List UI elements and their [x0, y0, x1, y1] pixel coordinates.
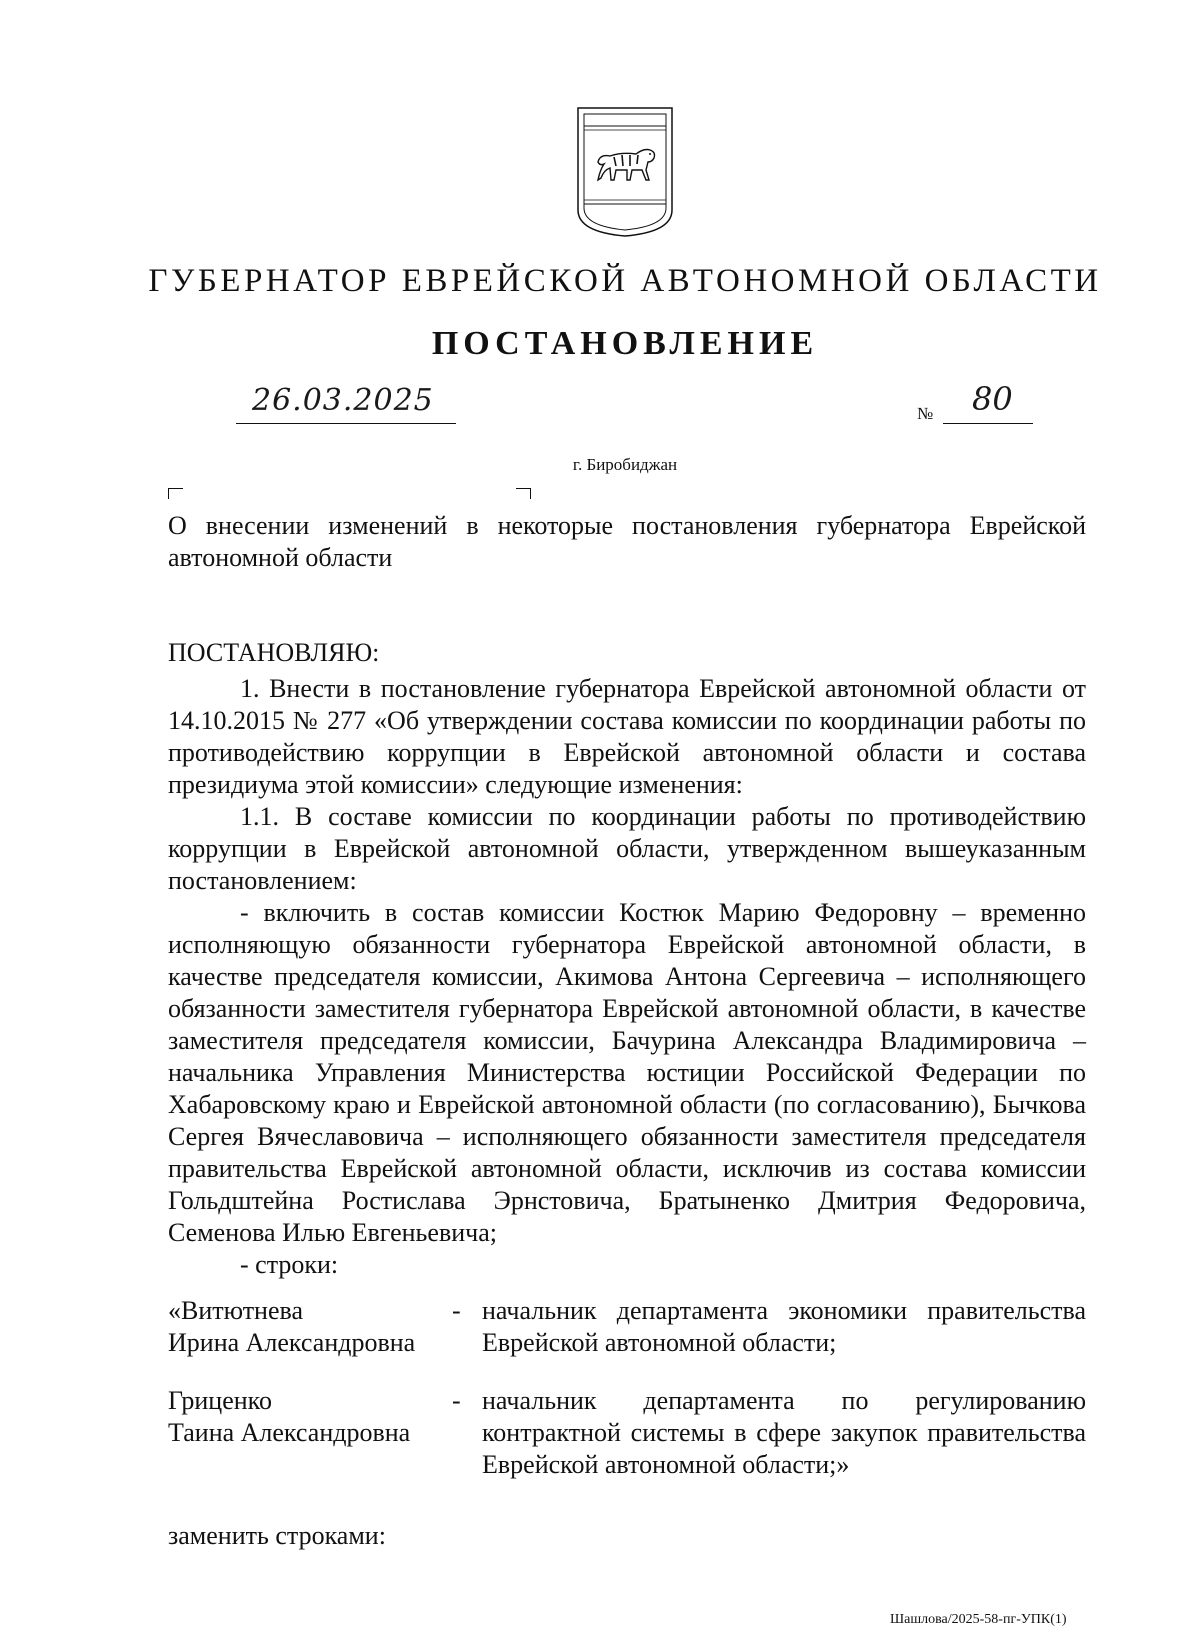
issuer-title: ГУБЕРНАТОР ЕВРЕЙСКОЙ АВТОНОМНОЙ ОБЛАСТИ	[148, 263, 1102, 299]
row-1-surname: «Витютнева	[168, 1296, 303, 1325]
row-1-given-names: Ирина Александровна	[168, 1328, 416, 1357]
handwritten-number: 80	[972, 380, 1013, 418]
coat-of-arms-emblem	[570, 100, 680, 240]
row-2-dash: -	[452, 1386, 461, 1415]
document-subject: О внесении изменений в некоторые постановления губернатора Еврейской автономной области	[168, 511, 1086, 572]
tiger-icon	[570, 100, 680, 240]
row-2-surname: Гриценко	[168, 1386, 272, 1415]
row-2-name	[168, 1385, 410, 1449]
paragraph-1: 1. Внести в постановление губернатора Еврейской автономной области от 14.10.2015 № 277 «Об утверждении состава комиссии по координации работы по противодействию коррупции в Еврейской автономной области и состава президиума этой комиссии» следующие изменения:	[168, 674, 1086, 799]
footer-registration-code: Шашлова/2025-58-пг-УПК(1)	[890, 1612, 1067, 1627]
document-type-heading: ПОСТАНОВЛЕНИЕ	[431, 325, 819, 362]
city-name: г. Биробиджан	[572, 455, 678, 474]
replace-label: заменить строками:	[168, 1521, 386, 1550]
subject-bracket-right	[516, 488, 531, 499]
handwritten-date: 26.03.2025	[252, 383, 434, 418]
subject-bracket-left	[168, 488, 183, 499]
row-1-name	[168, 1295, 415, 1359]
row-1-dash: -	[452, 1296, 461, 1325]
row-2-given-names: Таина Александровна	[168, 1418, 411, 1447]
row-1-description: начальник департамента экономики правительства Еврейской автономной области;	[482, 1296, 1086, 1357]
paragraph-include-exclude: - включить в состав комиссии Костюк Марию Федоровну – временно исполняющую обязанности губернатора Еврейской автономной области, в качестве председателя комиссии, Акимова Антона Сергеевича – исполняющего обязанности заместителя губернатора Еврейской автономной области, в качестве заместителя председателя комиссии, Бачурина Александра Владимировича – начальника Управления Министерства юстиции Российской Федерации по Хабаровскому краю и Еврейской автономной области (по согласованию), Бычкова Сергея Вячеславовича – исполняющего обязанности заместителя председателя правительства Еврейской автономной области, исключив из состава комиссии Гольдштейна Ростислава Эрнстовича, Братыненко Дмитрия Федоровича, Семенова Илью Евгеньевича;	[168, 898, 1086, 1247]
document-body	[168, 673, 1086, 1281]
number-label: №	[917, 404, 934, 423]
paragraph-lines-label: - строки:	[240, 1250, 339, 1279]
row-2-description: начальник департамента по регулированию контрактной системы в сфере закупок правительства Еврейской автономной области;»	[482, 1386, 1086, 1479]
decree-word: ПОСТАНОВЛЯЮ:	[168, 638, 380, 667]
paragraph-1-1: 1.1. В составе комиссии по координации работы по противодействию коррупции в Еврейской автономной области, утвержденном вышеуказанным постановлением:	[168, 802, 1086, 895]
